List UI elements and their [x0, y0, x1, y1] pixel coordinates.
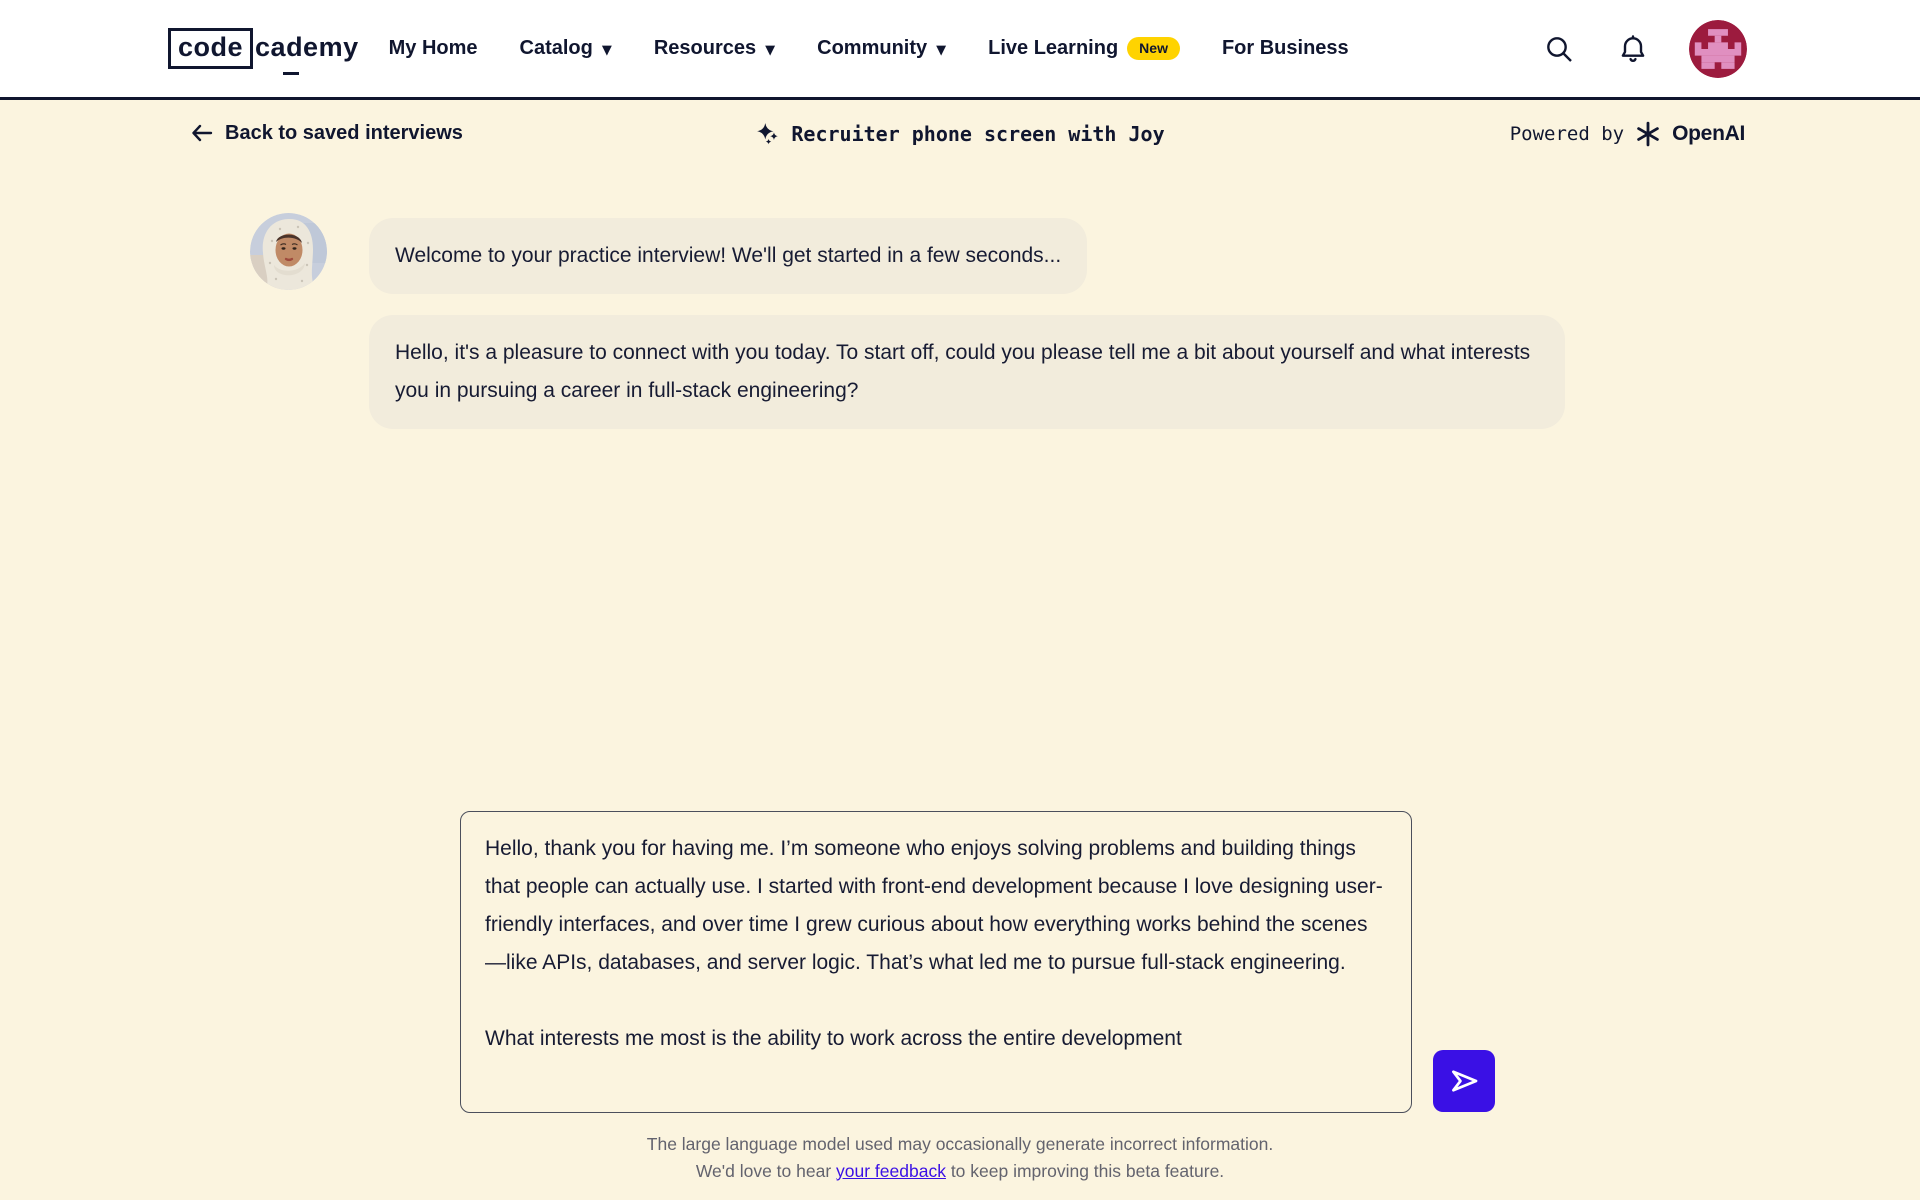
nav-item-live-learning[interactable] [988, 37, 1180, 60]
answer-input[interactable] [460, 811, 1412, 1113]
powered-by-label: Powered by [1509, 123, 1625, 145]
nav-item-label: My Home [388, 37, 478, 59]
session-title-text: Recruiter phone screen with Joy [791, 122, 1165, 146]
interviewer-message-1 [369, 218, 1087, 294]
interviewer-message-2 [369, 315, 1565, 429]
paper-plane-icon [1447, 1064, 1481, 1098]
nav-item-label: For Business [1221, 37, 1349, 59]
user-avatar[interactable] [1689, 20, 1747, 78]
nav-item-label: Community [817, 37, 928, 59]
message-text: Hello, it's a pleasure to connect with you today. To start off, could you please tell me a bit about yourself and what interests you in pursuing a career in full-stack engineering? [395, 341, 1531, 402]
disclaimer-line-2-prefix: We'd love to hear [695, 1161, 837, 1181]
feedback-link[interactable]: your feedback [836, 1161, 946, 1181]
primary-nav [389, 37, 1349, 60]
search-icon[interactable] [1541, 31, 1577, 67]
chevron-down-icon: ▼ [765, 42, 776, 58]
powered-by [1510, 120, 1745, 148]
disclaimer-line-2 [0, 1158, 1920, 1185]
nav-item-catalog[interactable] [520, 37, 612, 60]
nav-item-resources[interactable] [654, 37, 775, 60]
logo-boxed-text: code [168, 28, 253, 69]
nav-item-label: Live Learning [988, 37, 1119, 59]
top-navbar [0, 0, 1920, 100]
interviewer-avatar [250, 213, 327, 290]
new-badge: New [1127, 37, 1180, 60]
nav-item-for-business[interactable] [1222, 37, 1349, 60]
back-link-label: Back to saved interviews [225, 121, 463, 144]
message-text: Welcome to your practice interview! We'll get started in a few seconds... [395, 244, 1062, 267]
openai-logo-icon [1634, 120, 1662, 148]
logo-rest-text: cademy [255, 32, 359, 62]
disclaimer-line-1: The large language model used may occasionally generate incorrect information. [646, 1134, 1274, 1154]
arrow-left-icon [190, 121, 214, 145]
logo-cursor-underscore [283, 72, 299, 75]
back-to-saved-interviews-link[interactable] [190, 121, 463, 145]
notifications-bell-icon[interactable] [1615, 31, 1651, 67]
nav-item-label: Resources [653, 37, 757, 59]
nav-item-label: Catalog [519, 37, 593, 59]
codecademy-logo[interactable] [168, 28, 359, 69]
chevron-down-icon: ▼ [601, 42, 612, 58]
nav-item-my-home[interactable] [389, 37, 478, 60]
beta-disclaimer [0, 1131, 1920, 1185]
disclaimer-line-2-suffix: to keep improving this beta feature. [945, 1161, 1225, 1181]
navbar-right-controls [1541, 20, 1747, 78]
send-button[interactable] [1433, 1050, 1495, 1112]
sparkles-icon [755, 121, 781, 147]
openai-wordmark: OpenAI [1672, 122, 1745, 145]
chevron-down-icon: ▼ [936, 42, 947, 58]
nav-item-community[interactable] [817, 37, 946, 60]
